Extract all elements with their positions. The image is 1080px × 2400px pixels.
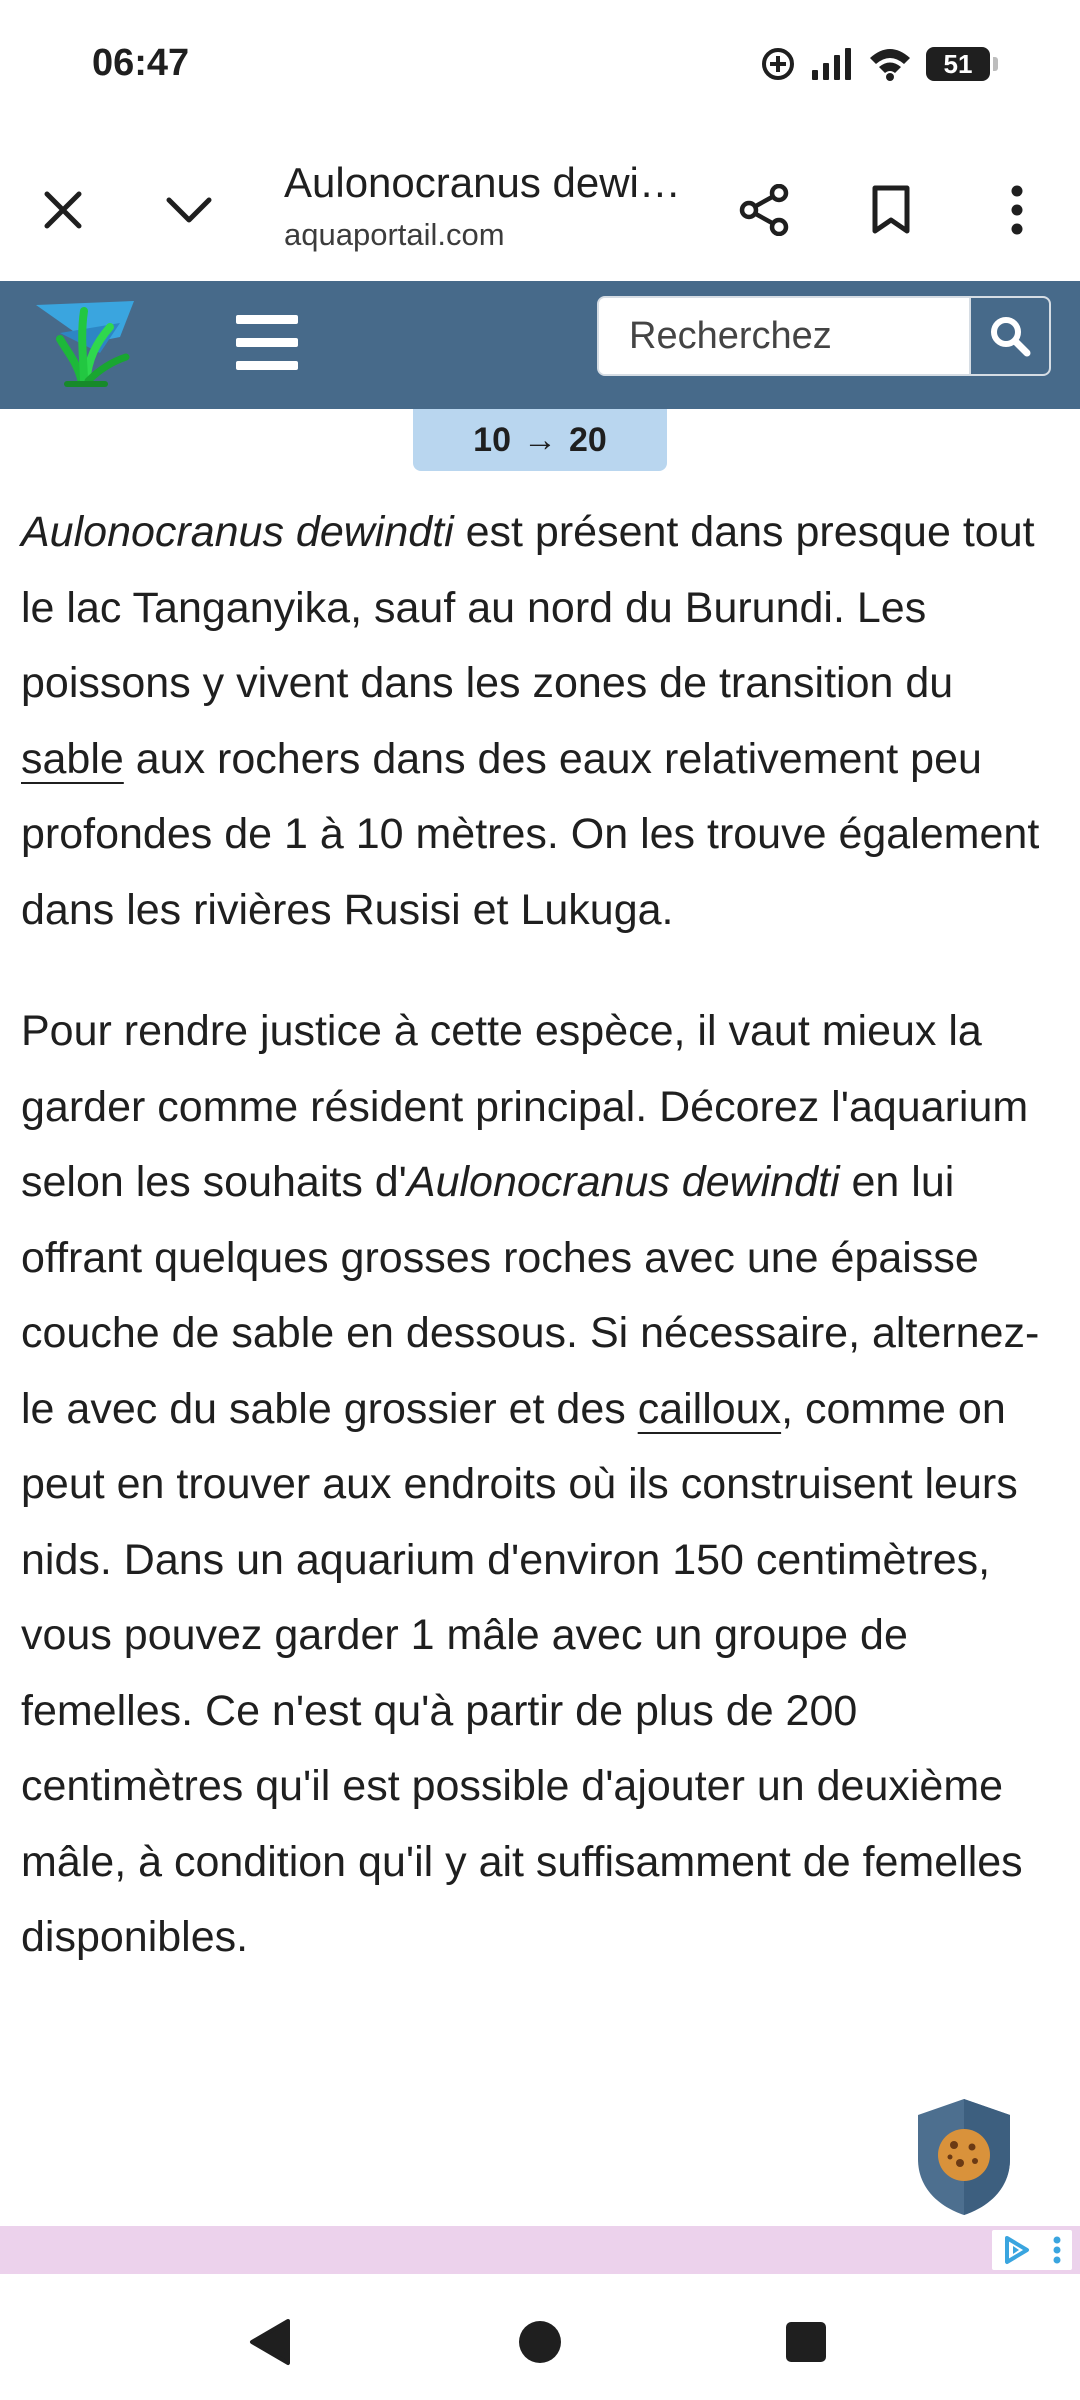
range-badge: [413, 409, 667, 471]
ad-controls: [992, 2230, 1072, 2270]
search-icon: [989, 315, 1031, 357]
site-header: [0, 281, 1080, 409]
bookmark-icon: [871, 185, 911, 235]
system-navigation-bar: [0, 2274, 1080, 2400]
battery-level: 51: [943, 48, 973, 79]
page-domain: aquaportail.com: [284, 217, 505, 252]
link-sable[interactable]: sable: [21, 734, 124, 783]
range-to: 20: [569, 420, 607, 459]
paragraph-text: aux rochers dans des eaux relativement peu profondes de 1 à 10 mètres. On les trouve également dans les rivières Rusisi et Lukuga.: [21, 734, 1040, 934]
more-vert-icon: [1009, 185, 1025, 235]
hamburger-line: [236, 315, 298, 324]
browser-toolbar: [0, 135, 1080, 281]
collapse-button[interactable]: [154, 175, 224, 245]
link-cailloux[interactable]: cailloux: [637, 1384, 782, 1433]
back-icon: [246, 2317, 294, 2367]
paragraph-text: , comme on peut en trouver aux endroits où ils construisent leurs nids. Dans un aquarium d'environ 150 centimètres, vous pouvez garder 1 mâle avec un groupe de femelles. Ce n'est qu'à partir de plus de 200 centimètres qu'il est possible d'ajouter un deuxième mâle, à condition qu'il y ait suffisamment de femelles disponibles.: [21, 1384, 1023, 1961]
more-options-button[interactable]: [982, 175, 1052, 245]
status-icons: [760, 44, 990, 84]
range-from: 10: [473, 420, 511, 459]
signal-icon: [810, 46, 854, 82]
site-logo[interactable]: [30, 293, 140, 393]
share-icon: [739, 184, 791, 236]
data-saver-icon: [760, 46, 796, 82]
paragraph-aquarium: [21, 994, 1061, 1976]
close-icon: [43, 190, 83, 230]
battery-icon: [926, 47, 990, 81]
page-title: Aulonocranus dewi…: [284, 159, 681, 206]
chevron-down-icon: [165, 195, 213, 225]
wifi-icon: [868, 46, 912, 82]
aquaportail-logo-icon: [30, 293, 140, 393]
species-name: Aulonocranus dewindti: [21, 508, 454, 556]
adchoices-icon[interactable]: [1003, 2235, 1031, 2265]
status-time: 06:47: [92, 42, 190, 84]
cookie-shield-icon: [912, 2095, 1016, 2219]
home-icon: [516, 2318, 564, 2366]
search-input[interactable]: [599, 298, 969, 374]
hamburger-line: [236, 338, 298, 347]
range-arrow: →: [523, 420, 557, 459]
recents-button[interactable]: [776, 2312, 836, 2372]
cookie-settings-button[interactable]: [912, 2095, 1016, 2219]
ad-options-icon[interactable]: [1052, 2235, 1062, 2265]
close-button[interactable]: [28, 175, 98, 245]
recents-icon: [784, 2320, 828, 2364]
hamburger-line: [236, 361, 298, 370]
search-box: [597, 296, 1051, 376]
paragraph-text: Pour rendre justice à cette espèce, il vaut mieux la garder comme résident principal. Décorez l'aquarium selon les souhaits d': [21, 1007, 1029, 1206]
paragraph-text: en lui offrant quelques grosses roches avec une épaisse couche de sable en dessous. Si nécessaire, alternez-le avec du sable grossier et des: [21, 1158, 1040, 1433]
species-name: Aulonocranus dewindti: [406, 1158, 840, 1206]
back-button[interactable]: [240, 2312, 300, 2372]
share-button[interactable]: [730, 175, 800, 245]
article-body: [21, 495, 1061, 1976]
home-button[interactable]: [510, 2312, 570, 2372]
status-bar: [0, 0, 1080, 135]
search-button[interactable]: [969, 298, 1049, 374]
ad-banner[interactable]: [0, 2226, 1080, 2274]
menu-button[interactable]: [236, 315, 298, 375]
paragraph-text: est présent dans presque tout le lac Tanganyika, sauf au nord du Burundi. Les poissons y vivent dans les zones de transition du: [21, 508, 1035, 707]
bookmark-button[interactable]: [856, 175, 926, 245]
paragraph-distribution: [21, 495, 1061, 948]
